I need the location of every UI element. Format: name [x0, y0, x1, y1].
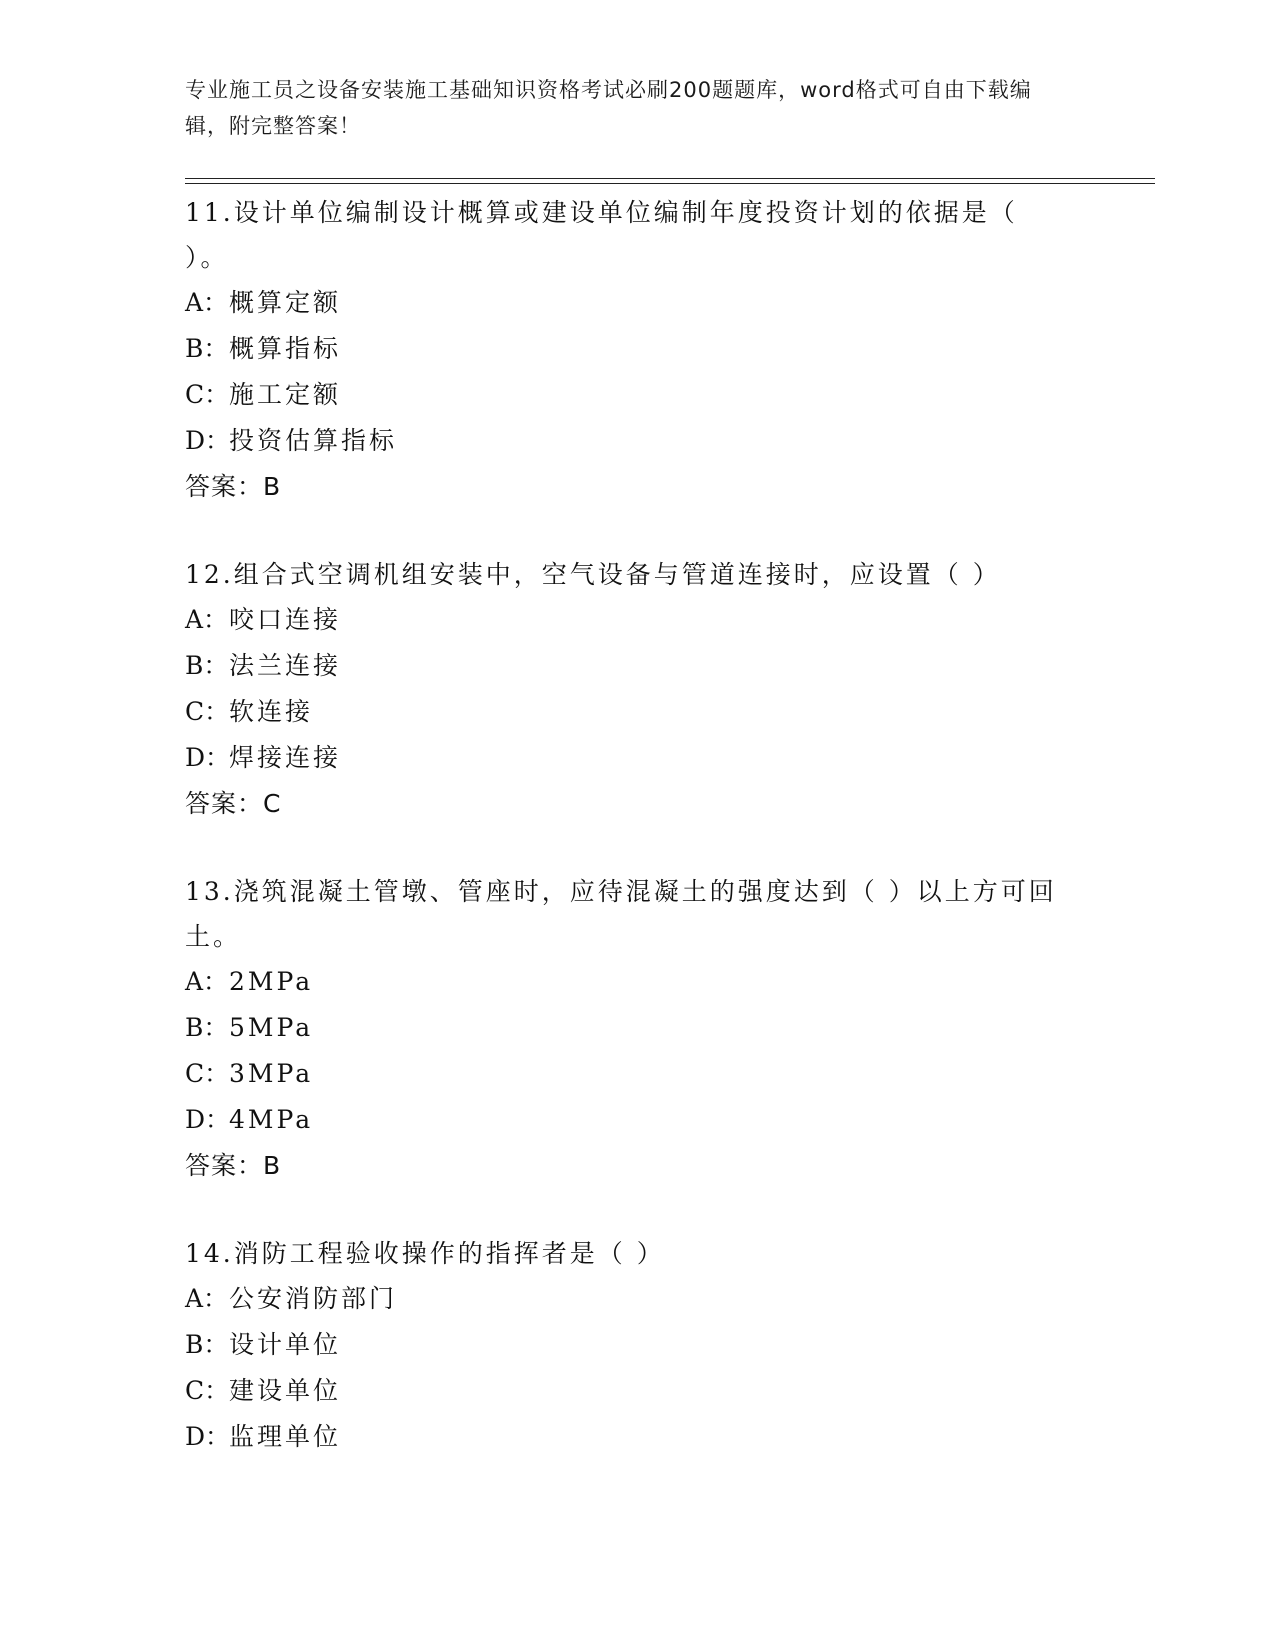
option-text: 咬口连接: [229, 605, 342, 634]
option-key: C：: [185, 697, 230, 726]
answer-line: 答案：B: [185, 472, 282, 501]
option-text: 概算定额: [229, 288, 342, 317]
option-text: 概算指标: [229, 334, 342, 363]
option-key: A：: [185, 967, 229, 996]
option-text: 设计单位: [229, 1330, 342, 1359]
option-a: [185, 959, 1065, 1005]
option-c: [185, 689, 1065, 735]
option-key: C：: [185, 380, 230, 409]
option-text: 施工定额: [229, 380, 342, 409]
option-b: [185, 1322, 1065, 1368]
option-key: D：: [185, 743, 231, 772]
option-key: A：: [185, 1284, 229, 1313]
option-text: 监理单位: [229, 1422, 342, 1451]
question-stem: 13.浇筑混凝土管墩、管座时，应待混凝土的强度达到（ ）以上方可回土。: [185, 877, 1057, 951]
option-b: [185, 326, 1065, 372]
option-text: 5MPa: [229, 1013, 314, 1042]
answer-line: 答案：C: [185, 789, 282, 818]
question-12: [185, 552, 1065, 827]
question-11: [185, 190, 1065, 510]
option-b: [185, 1005, 1065, 1051]
option-d: [185, 1097, 1065, 1143]
question-stem: 12.组合式空调机组安装中，空气设备与管道连接时，应设置（ ）: [185, 560, 1001, 589]
option-a: [185, 280, 1065, 326]
option-d: [185, 418, 1065, 464]
option-text: 焊接连接: [229, 743, 342, 772]
question-stem: 14.消防工程验收操作的指挥者是（ ）: [185, 1239, 665, 1268]
option-c: [185, 1368, 1065, 1414]
header-rule-top: [185, 178, 1155, 179]
option-key: A：: [185, 288, 229, 317]
option-c: [185, 1051, 1065, 1097]
option-d: [185, 1414, 1065, 1460]
option-key: B：: [185, 1013, 229, 1042]
option-text: 建设单位: [229, 1376, 342, 1405]
option-key: B：: [185, 334, 229, 363]
answer-line: 答案：B: [185, 1151, 282, 1180]
option-key: D：: [185, 1422, 231, 1451]
question-list: [185, 190, 1065, 1502]
document-header: 专业施工员之设备安装施工基础知识资格考试必刷200题题库，word格式可自由下载编辑，附完整答案！: [185, 78, 1032, 138]
option-key: A：: [185, 605, 229, 634]
option-b: [185, 643, 1065, 689]
option-text: 2MPa: [229, 967, 314, 996]
option-text: 公安消防部门: [229, 1284, 398, 1313]
header-rule-bottom: [185, 183, 1155, 184]
question-stem: 11.设计单位编制设计概算或建设单位编制年度投资计划的依据是（ ）。: [185, 198, 1018, 272]
option-key: C：: [185, 1059, 230, 1088]
option-text: 4MPa: [229, 1105, 314, 1134]
option-text: 投资估算指标: [229, 426, 398, 455]
option-a: [185, 597, 1065, 643]
option-key: B：: [185, 651, 229, 680]
option-key: C：: [185, 1376, 230, 1405]
question-14: [185, 1231, 1065, 1460]
option-text: 3MPa: [229, 1059, 314, 1088]
option-a: [185, 1276, 1065, 1322]
option-text: 软连接: [229, 697, 314, 726]
option-key: D：: [185, 426, 231, 455]
question-13: [185, 869, 1065, 1189]
option-text: 法兰连接: [229, 651, 342, 680]
option-d: [185, 735, 1065, 781]
option-key: D：: [185, 1105, 231, 1134]
option-key: B：: [185, 1330, 229, 1359]
option-c: [185, 372, 1065, 418]
